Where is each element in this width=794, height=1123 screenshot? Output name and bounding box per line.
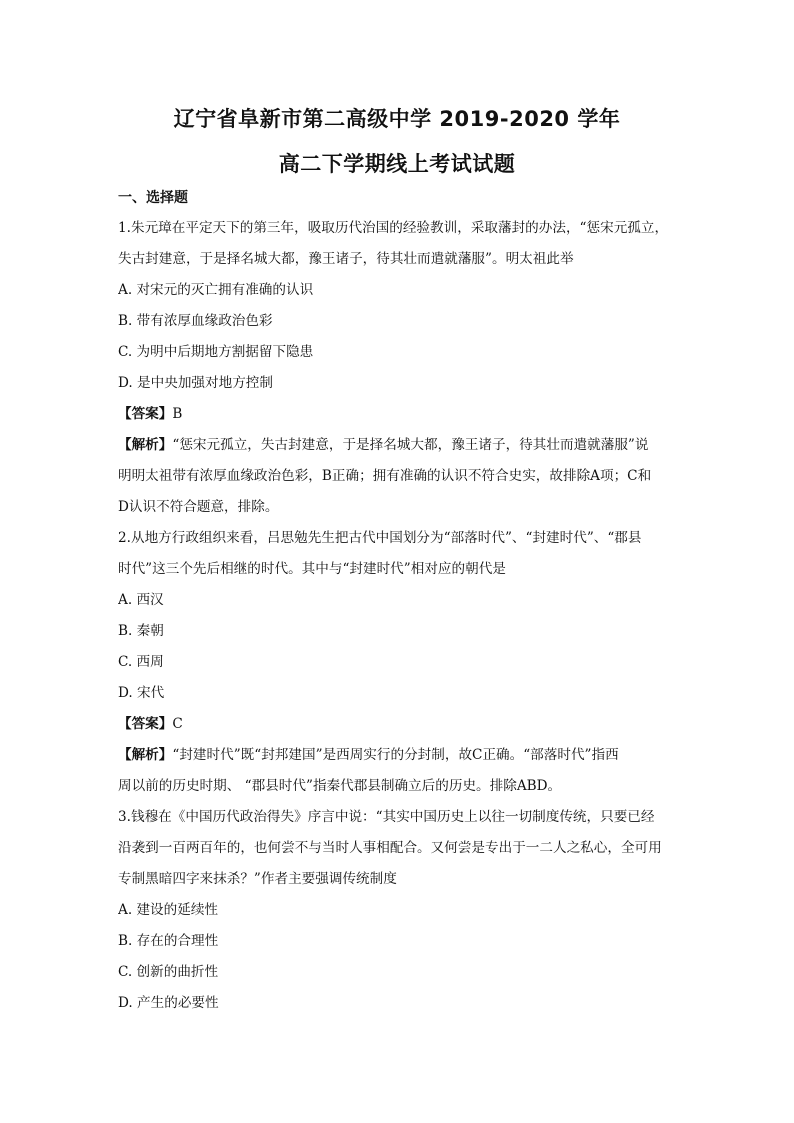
q3-option-b: B. 存在的合理性 [118,933,219,949]
q2-analysis-line2: 周以前的历史时期、 “郡县时代”指秦代郡县制确立后的历史。排除ABD。 [118,778,562,794]
q1-option-c: C. 为明中后期地方割据留下隐患 [118,344,314,360]
q2-option-b: B. 秦朝 [118,623,164,639]
q1-analysis-text1: “惩宋元孤立，失古封建意，于是择名城大都，豫王诸子，待其壮而遣就藩服”说 [172,437,649,453]
q2-analysis-line1 [118,745,678,765]
document-title-line2: 高二下学期线上考试试题 [278,152,516,176]
q3-option-a: A. 建设的延续性 [118,902,219,918]
q1-answer [118,404,678,424]
q1-analysis-line3: D认识不符合题意，排除。 [118,499,279,515]
q2-analysis-label: 【解析】 [118,747,173,763]
q2-answer [118,714,678,734]
q1-analysis-line1 [118,435,678,455]
q3-option-c: C. 创新的曲折性 [118,964,219,980]
q2-option-a: A. 西汉 [118,592,164,608]
q2-stem-line2: 时代”这三个先后相继的时代。其中与“封建时代”相对应的朝代是 [118,561,506,577]
q1-stem-line1: 1.朱元璋在平定天下的第三年，吸取历代治国的经验教训，采取藩封的办法，“惩宋元孤立， [118,220,669,236]
q3-option-d: D. 产生的必要性 [118,995,219,1011]
q1-analysis-line2: 明明太祖带有浓厚血缘政治色彩，B正确；拥有准确的认识不符合史实，故排除A项；C和 [118,468,652,484]
q1-option-b: B. 带有浓厚血缘政治色彩 [118,313,273,329]
q2-stem-line1: 2.从地方行政组织来看，吕思勉先生把古代中国划分为“部落时代”、“封建时代”、“郡县 [118,530,642,546]
q1-option-a: A. 对宋元的灭亡拥有准确的认识 [118,282,314,298]
q1-option-d: D. 是中央加强对地方控制 [118,375,273,391]
q1-answer-value: B [172,406,183,422]
q2-analysis-text1: “封建时代”既“封邦建国”是西周实行的分封制，故C正确。“部落时代”指西 [172,747,619,763]
q3-stem-line2: 沿袭到一百两百年的，也何尝不与当时人事相配合。又何尝是专出于一二人之私心，全可用 [118,840,662,856]
q3-stem-line3: 专制黑暗四字来抹杀？”作者主要强调传统制度 [118,871,397,887]
document-title-line1: 辽宁省阜新市第二高级中学 2019-2020 学年 [173,107,621,131]
q2-option-d: D. 宋代 [118,685,165,701]
q2-answer-label: 【答案】 [118,716,173,732]
q1-answer-label: 【答案】 [118,406,173,422]
q1-analysis-label: 【解析】 [118,437,173,453]
q2-option-c: C. 西周 [118,654,164,670]
q2-answer-value: C [172,716,183,732]
q3-stem-line1: 3.钱穆在《中国历代政治得失》序言中说：“其实中国历史上以往一切制度传统，只要已经 [118,809,655,825]
q1-stem-line2: 失古封建意，于是择名城大都，豫王诸子，待其壮而遣就藩服”。明太祖此举 [118,251,574,267]
section-heading: 一、选择题 [118,190,188,206]
